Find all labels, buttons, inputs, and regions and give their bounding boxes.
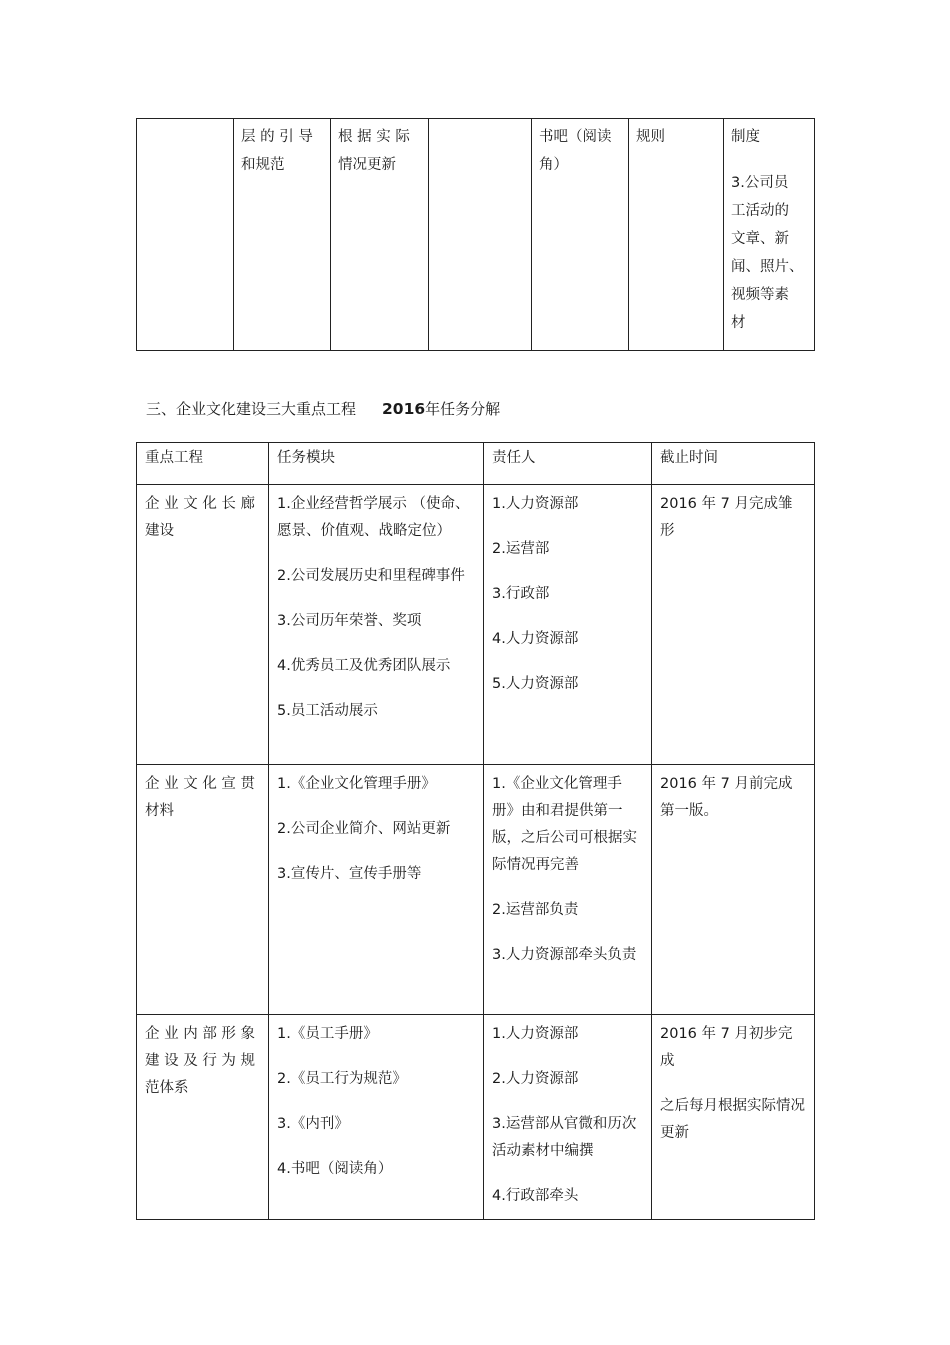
list-item: 5.人力资源部 [492, 676, 579, 692]
list-item: 2016 年 7 月完成雏形 [660, 496, 793, 539]
project-cell [137, 1015, 269, 1220]
list-item: 2.公司企业简介、网站更新 [277, 821, 451, 837]
table-cell [629, 119, 724, 351]
column-header: 责任人 [484, 443, 652, 485]
list-item: 3.宣传片、宣传手册等 [277, 866, 422, 882]
heading-text: 三、企业文化建设三大重点工程 [146, 400, 357, 418]
cell-text: 材 [731, 315, 746, 331]
list-item: 3.行政部 [492, 586, 550, 602]
list-item: 1.人力资源部 [492, 496, 579, 512]
list-item: 2.《员工行为规范》 [277, 1071, 407, 1087]
tasks-cell [269, 485, 484, 765]
column-header: 截止时间 [652, 443, 815, 485]
cell-text: 3.公司员 [731, 175, 789, 191]
table-header-row [137, 443, 815, 485]
list-item: 2016 年 7 月初步完成 [660, 1026, 793, 1069]
table-cell [532, 119, 629, 351]
list-item: 3.《内刊》 [277, 1116, 349, 1132]
cell-text: 角） [539, 157, 568, 173]
table-cell [331, 119, 429, 351]
list-item: 1.《企业文化管理手册》由和君提供第一版，之后公司可根据实际情况再完善 [492, 776, 637, 873]
list-item: 4.人力资源部 [492, 631, 579, 647]
project-cell [137, 765, 269, 1015]
list-item: 4.行政部牵头 [492, 1188, 579, 1204]
list-item: 1.《员工手册》 [277, 1026, 378, 1042]
cell-text: 材料 [145, 803, 174, 819]
table-row [137, 119, 815, 351]
table-row [137, 485, 815, 765]
list-item: 3.运营部从官微和历次活动素材中编撰 [492, 1116, 637, 1159]
cell-text: 企 业 内 部 形 象 [145, 1026, 256, 1042]
cell-text: 根 据 实 际 [338, 129, 410, 145]
list-item: 5.员工活动展示 [277, 703, 378, 719]
list-item: 2.运营部负责 [492, 902, 579, 918]
table-row [137, 765, 815, 1015]
tasks-cell [269, 1015, 484, 1220]
list-item: 3.公司历年荣誉、奖项 [277, 613, 422, 629]
table-cell [429, 119, 532, 351]
cell-text: 情况更新 [338, 157, 396, 173]
task-breakdown-table [136, 442, 815, 1220]
deadline-cell [652, 1015, 815, 1220]
cell-text: 层 的 引 导 [241, 129, 313, 145]
deadline-cell [652, 765, 815, 1015]
owners-cell [484, 485, 652, 765]
table-cell [724, 119, 815, 351]
cell-text: 建 设 及 行 为 规 [145, 1053, 256, 1069]
list-item: 1.《企业文化管理手册》 [277, 776, 436, 792]
table-row [137, 1015, 815, 1220]
heading-year: 2016 [382, 400, 426, 418]
cell-text: 书吧（阅读 [539, 129, 612, 145]
continuation-table [136, 118, 815, 351]
list-item: 之后每月根据实际情况更新 [660, 1098, 805, 1141]
list-item: 1.人力资源部 [492, 1026, 579, 1042]
column-header: 任务模块 [269, 443, 484, 485]
list-item: 2.运营部 [492, 541, 550, 557]
cell-text: 企 业 文 化 宣 贯 [145, 776, 256, 792]
list-item: 2.公司发展历史和里程碑事件 [277, 568, 465, 584]
deadline-cell [652, 485, 815, 765]
cell-text: 范体系 [145, 1080, 189, 1096]
tasks-cell [269, 765, 484, 1015]
cell-text: 视频等素 [731, 287, 789, 303]
section-heading [146, 398, 500, 419]
list-item: 2016 年 7 月前完成第一版。 [660, 776, 793, 819]
cell-text: 工活动的 [731, 203, 789, 219]
table-cell [137, 119, 234, 351]
project-cell [137, 485, 269, 765]
cell-text: 规则 [636, 129, 665, 145]
list-item: 3.人力资源部牵头负责 [492, 947, 637, 963]
cell-text: 建设 [145, 523, 174, 539]
cell-text: 和规范 [241, 157, 285, 173]
table-cell [234, 119, 331, 351]
list-item: 1.企业经营哲学展示 （使命、愿景、价值观、战略定位） [277, 496, 470, 539]
owners-cell [484, 1015, 652, 1220]
heading-text: 年任务分解 [425, 400, 501, 418]
cell-text: 文章、新 [731, 231, 789, 247]
list-item: 2.人力资源部 [492, 1071, 579, 1087]
owners-cell [484, 765, 652, 1015]
list-item: 4.书吧（阅读角） [277, 1161, 393, 1177]
cell-text: 企 业 文 化 长 廊 [145, 496, 256, 512]
cell-text: 闻、照片、 [731, 259, 804, 275]
cell-text: 制度 [731, 129, 760, 145]
list-item: 4.优秀员工及优秀团队展示 [277, 658, 451, 674]
column-header: 重点工程 [137, 443, 269, 485]
